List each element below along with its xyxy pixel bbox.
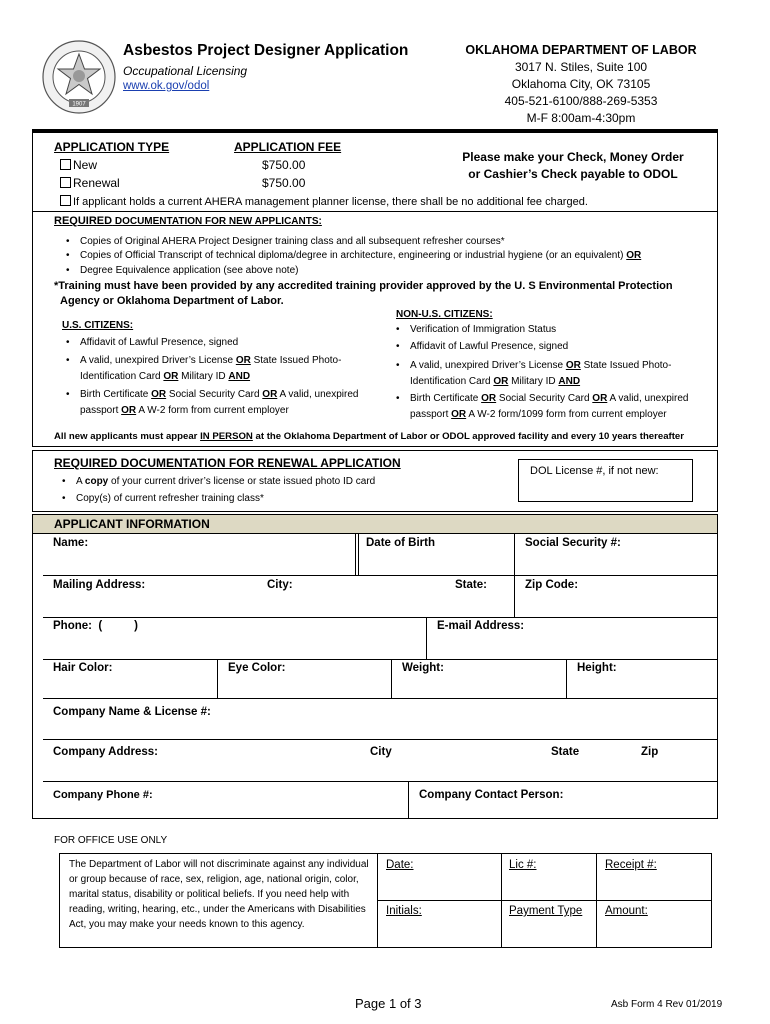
new-option[interactable]: [60, 158, 97, 172]
renewal-doc-1c: of your current driver’s license or state issued photo ID card: [108, 476, 376, 487]
department-address-1: 3017 N. Stiles, Suite 100: [514, 60, 648, 74]
divider: [596, 853, 597, 948]
training-note-line-1: *Training must have been provided by any accredited training provider approved by the U. S Environmental Protection: [54, 280, 673, 292]
divider: [377, 900, 712, 901]
training-note-line-2-text: Agency or Oklahoma Department of Labor: [60, 295, 281, 307]
seal-year: 1907: [72, 101, 86, 108]
office-use-heading: FOR OFFICE USE ONLY: [54, 835, 168, 846]
non-us-doc-4b: Social Security Card: [496, 393, 593, 404]
or-text: OR: [151, 389, 167, 400]
phone-label: Phone: ( ): [53, 620, 138, 632]
email-label: E-mail Address:: [437, 620, 525, 632]
us-doc-3a: Birth Certificate: [80, 389, 152, 400]
divider: [501, 853, 502, 948]
us-doc-2: [80, 353, 341, 385]
form-subtitle: Occupational Licensing: [123, 64, 248, 78]
name-label: Name:: [53, 537, 89, 549]
or-text: OR: [451, 409, 467, 420]
company-phone-label: Company Phone #:: [53, 789, 153, 801]
or-text: OR: [565, 360, 581, 371]
zip-code-field[interactable]: [514, 576, 718, 618]
or-text: OR: [493, 376, 509, 387]
non-us-doc-3b: State Issued Photo-: [580, 360, 672, 371]
renewal-checkbox[interactable]: [60, 177, 71, 188]
ahera-checkbox[interactable]: [60, 195, 71, 206]
payment-line-2: or Cashier’s Check payable to ODOL: [468, 167, 678, 181]
non-us-doc-4c: A valid, unexpired: [607, 393, 689, 404]
us-doc-2b: State Issued Photo-: [250, 355, 342, 366]
non-us-doc-3c: Identification Card: [410, 376, 494, 387]
department-contact-block: [440, 42, 722, 127]
department-address-2: Oklahoma City, OK 73105: [511, 77, 651, 91]
us-doc-3b: Social Security Card: [166, 389, 263, 400]
or-text: OR: [262, 389, 278, 400]
us-citizens-heading: U.S. CITIZENS:: [62, 320, 134, 331]
new-fee: $750.00: [262, 158, 306, 172]
in-person-a: All new applicants must appear: [54, 431, 201, 442]
form-title: Asbestos Project Designer Application: [123, 42, 409, 59]
department-phones: 405-521-6100/888-269-5353: [504, 94, 658, 108]
dob-field[interactable]: [355, 534, 515, 576]
company-name-field[interactable]: [43, 698, 718, 740]
payment-line-1: Please make your Check, Money Order: [462, 150, 684, 164]
office-lic-label: Lic #:: [509, 859, 537, 871]
department-name: OKLAHOMA DEPARTMENT OF LABOR: [465, 43, 697, 57]
application-fee-heading: APPLICATION FEE: [234, 140, 342, 154]
office-receipt-label: Receipt #:: [605, 859, 657, 871]
training-note-line-2: Agency or Oklahoma Department of Labor.: [60, 295, 284, 307]
new-doc-item-2: [80, 250, 641, 261]
state-seal-logo: [42, 40, 116, 114]
company-city-label: City: [370, 746, 392, 758]
divider: [32, 211, 718, 212]
in-person-note: [54, 431, 684, 442]
ada-disclaimer: The Department of Labor will not discriminate against any individual or group because of race, sex, religion, age, national origin, color, marital status, disability or political beliefs. If you need help with reading, writing, hearing, etc., under the Americans with Disabilities Act, you may make your needs known to this agency.: [69, 859, 369, 930]
company-state-label: State: [551, 746, 580, 758]
weight-label: Weight:: [402, 662, 444, 674]
ahera-note: [60, 195, 588, 208]
ssn-field[interactable]: [514, 534, 718, 576]
renewal-option[interactable]: [60, 176, 120, 190]
weight-field[interactable]: [391, 659, 567, 699]
department-hours: M-F 8:00am-4:30pm: [526, 111, 636, 125]
company-label: Company Name & License #:: [53, 706, 211, 718]
non-us-doc-3d: Military ID: [508, 376, 559, 387]
company-address-label: Company Address:: [53, 746, 159, 758]
non-us-doc-4e: A W-2 form/1099 form from current employer: [466, 409, 667, 420]
us-doc-2c: Identification Card: [80, 371, 164, 382]
dob-label: Date of Birth: [366, 537, 435, 549]
non-us-doc-4d: passport: [410, 409, 452, 420]
us-doc-2a: A valid, unexpired Driver’s License: [80, 355, 236, 366]
new-docs-heading-text: DOCUMENTATION FOR NEW APPLICANTS:: [112, 216, 322, 227]
in-person-c: at the Oklahoma Department of Labor or ODOL approved facility and every 10 years thereafter: [252, 431, 685, 442]
renewal-heading: REQUIRED DOCUMENTATION FOR RENEWAL APPLICATION: [54, 456, 401, 470]
renewal-fee: $750.00: [262, 176, 306, 190]
office-amount-label: Amount:: [605, 905, 648, 917]
page-number: Page 1 of 3: [355, 996, 422, 1011]
new-checkbox[interactable]: [60, 159, 71, 170]
new-doc-item-2-text: Copies of Official Transcript of technical diploma/degree in architecture, engineering or industrial hygiene (or an equivalent): [80, 250, 627, 261]
or-text: OR: [235, 355, 251, 366]
application-type-heading: APPLICATION TYPE: [54, 140, 170, 154]
non-us-doc-3: [410, 358, 671, 390]
company-phone-field[interactable]: [43, 781, 409, 819]
or-text: OR: [481, 393, 497, 404]
and-text: AND: [228, 371, 251, 382]
or-text: OR: [592, 393, 608, 404]
non-us-doc-4a: Birth Certificate: [410, 393, 482, 404]
eye-label: Eye Color:: [228, 662, 286, 674]
renewal-doc-1: [76, 476, 375, 487]
non-us-citizens-heading: NON-U.S. CITIZENS:: [396, 309, 493, 320]
applicant-info-heading: APPLICANT INFORMATION: [54, 517, 210, 531]
height-field[interactable]: [566, 659, 718, 699]
height-label: Height:: [577, 662, 617, 674]
us-doc-2d: Military ID: [178, 371, 229, 382]
hair-label: Hair Color:: [53, 662, 113, 674]
name-field[interactable]: [43, 534, 359, 576]
non-us-doc-4: [410, 391, 688, 423]
payment-instructions: [420, 149, 726, 183]
us-doc-3c: A valid, unexpired: [277, 389, 359, 400]
eye-color-field[interactable]: [217, 659, 392, 699]
or-text: OR: [163, 371, 179, 382]
or-text: OR: [121, 405, 137, 416]
office-payment-type-label: Payment Type: [509, 905, 583, 917]
renewal-doc-2: • Copy(s) of current refresher training class*: [76, 493, 264, 504]
zip-label: Zip Code:: [525, 579, 579, 591]
us-doc-3d: passport: [80, 405, 122, 416]
new-label: New: [73, 158, 98, 172]
and-text: AND: [558, 376, 581, 387]
renewal-doc-1b: copy: [84, 476, 109, 487]
new-doc-item-3: • Degree Equivalence application (see above note): [80, 265, 298, 276]
company-contact-field[interactable]: [408, 781, 718, 819]
new-docs-heading: [54, 215, 322, 227]
us-doc-1: • Affidavit of Lawful Presence, signed: [80, 337, 238, 348]
renewal-label: Renewal: [73, 176, 120, 190]
renewal-doc-1a: A: [76, 476, 85, 487]
or-text: OR: [626, 250, 642, 261]
ssn-label: Social Security #:: [525, 537, 621, 549]
office-initials-label: Initials:: [386, 905, 422, 917]
new-doc-item-1: • Copies of Original AHERA Project Designer training class and all subsequent refresher courses*: [80, 236, 505, 247]
new-docs-heading-required: REQUIRED: [54, 215, 113, 227]
hair-color-field[interactable]: [43, 659, 218, 699]
company-zip-label: Zip: [641, 746, 659, 758]
phone-field[interactable]: [43, 617, 427, 660]
city-label: City:: [267, 579, 293, 591]
non-us-doc-2: • Affidavit of Lawful Presence, signed: [410, 341, 568, 352]
us-doc-3: [80, 387, 358, 419]
dol-license-label: DOL License #, if not new:: [530, 465, 659, 477]
state-label: State:: [455, 579, 487, 591]
us-doc-3e: A W-2 form from current employer: [136, 405, 289, 416]
mailing-label: Mailing Address:: [53, 579, 146, 591]
non-us-doc-1: • Verification of Immigration Status: [410, 324, 556, 335]
form-revision: Asb Form 4 Rev 01/2019: [611, 999, 723, 1010]
office-date-label: Date:: [386, 859, 414, 871]
email-field[interactable]: [426, 617, 718, 660]
company-contact-label: Company Contact Person:: [419, 789, 564, 801]
website-link[interactable]: www.ok.gov/odol: [123, 80, 210, 92]
non-us-doc-3a: A valid, unexpired Driver’s License: [410, 360, 566, 371]
in-person-b: IN PERSON: [200, 431, 253, 442]
ahera-note-text: If applicant holds a current AHERA management planner license, there shall be no additional fee charged.: [73, 196, 588, 208]
